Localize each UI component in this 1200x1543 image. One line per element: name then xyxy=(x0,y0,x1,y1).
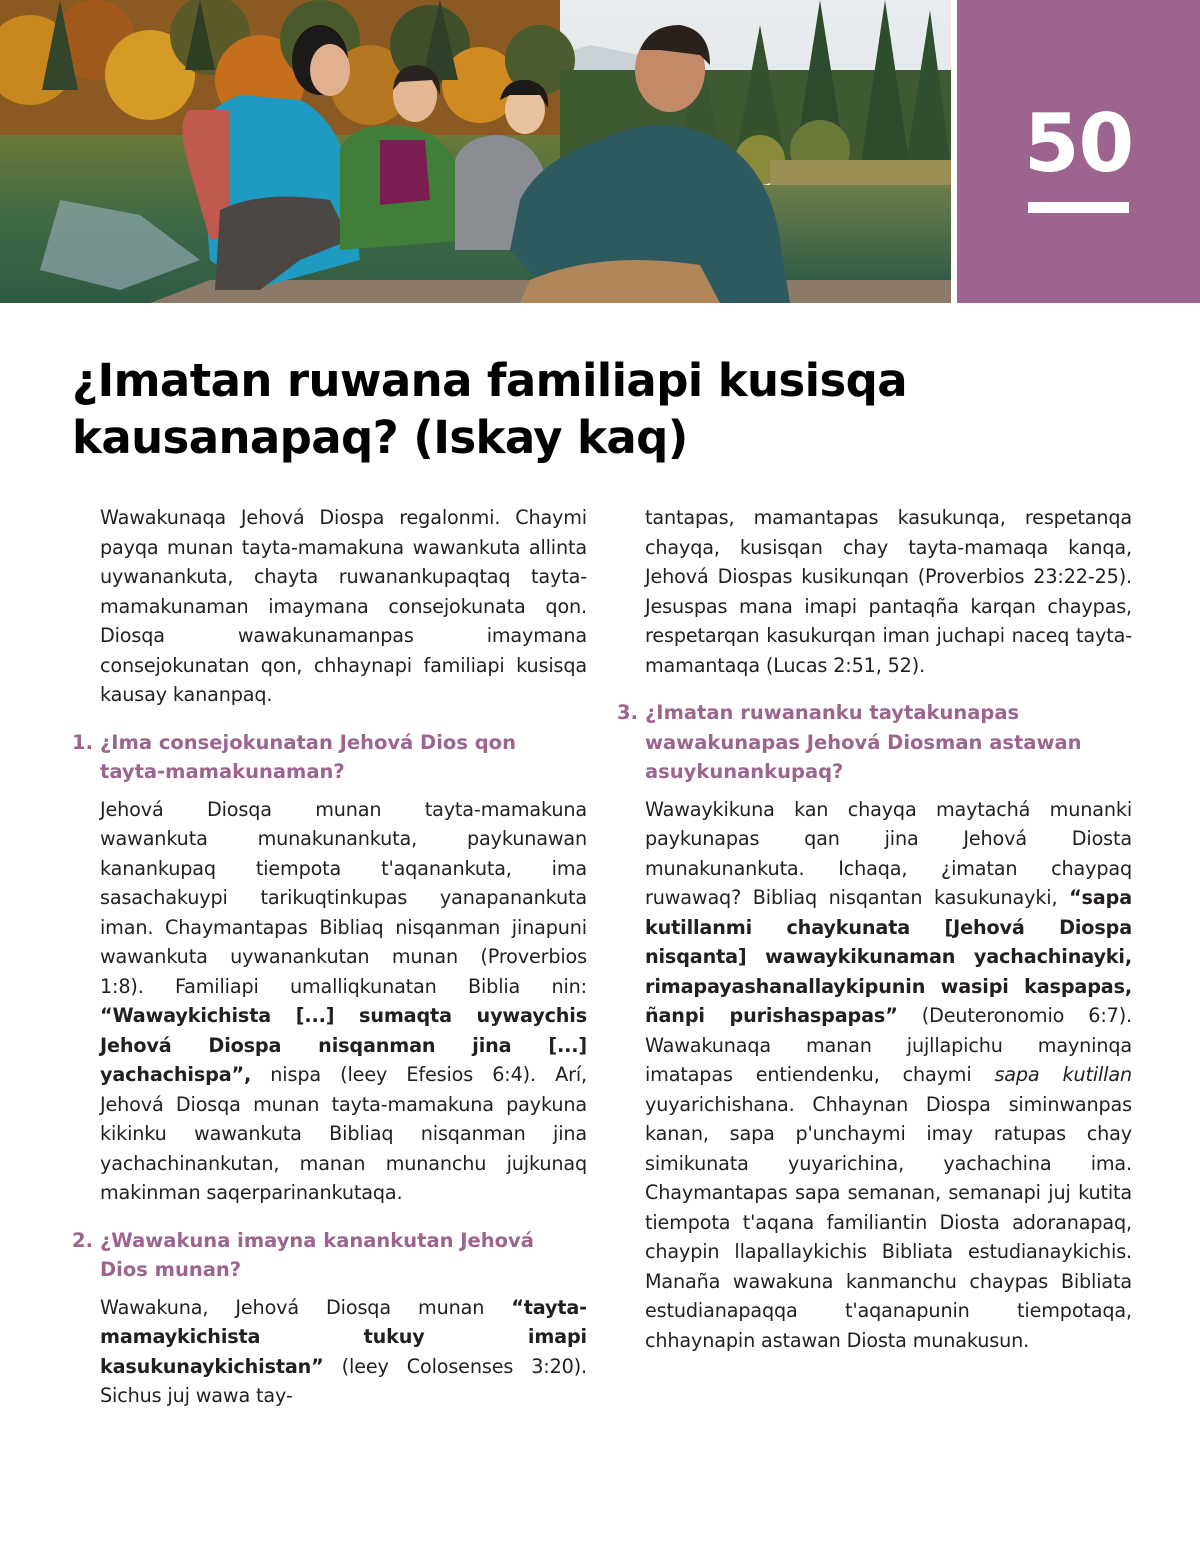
intro-paragraph: Wawakunaqa Jehová Diospa regalonmi. Chaymi payqa munan tayta-mamakuna wawankuta allinta uywanankuta, chayta ruwanankupaqtaq tayta-mamakunaman imaymana consejokunata qon. Diosqa wawakunamanpas imaymana consejokunatan qon, chhaynapi familiapi kusisqa kausay kananpaq. xyxy=(100,506,587,706)
section-body-2-continued xyxy=(645,503,1132,680)
body-text: Wawaykikuna kan chayqa maytachá munanki paykunapas qan jina Jehová Diosta munakunankuta. Ichaqa, ¿imatan chaypaq ruwawaq? Bibliaq nisqantan kasukunayki, xyxy=(645,797,1132,909)
section-heading-2 xyxy=(72,1226,587,1285)
section-body-1 xyxy=(100,795,587,1208)
body-text: yuyarichishana. Chhaynan Diospa siminwanpas kanan, sapa p'unchaymi imay ratupas chay simikunata yuyarichina, yachachina ima. Chaymantapas sapa semanan, semanapi juj kutita tiempota t'aqana familiantin Diosta adoranapaq, chaypin llapallaykichis Bibliata estudianaykichis. Manaña wawakuna kanmanchu chaypas Bibliata estudianapaqqa t'aqanapunin tiempotaqa, chhaynapin astawan Diosta munakusun. xyxy=(645,1092,1132,1352)
left-column xyxy=(72,503,587,1411)
section-body-3 xyxy=(645,795,1132,1356)
body-text: Jehová Diosqa munan tayta-mamakuna wawankuta munakunankuta, paykunawan kanankupaq tiempota t'aqanankuta, ima sasachakuypi tarikuqtinkupas yanapanankuta iman. Chaymantapas Bibliaq nisqanman jinapuni wawankuta uywanankutan munan (Proverbios 1:8). Familiapi umalliqkunatan Biblia nin: xyxy=(100,797,587,998)
section-number: 3. xyxy=(617,701,638,724)
body-text: (leey Colosenses 3:20). Sichus juj wawa tay- xyxy=(100,1354,587,1407)
section-body-2 xyxy=(100,1293,587,1411)
section-number: 2. xyxy=(72,1228,93,1252)
lesson-number-block xyxy=(957,0,1200,303)
body-text: (Deuteronomio 6:7). Wawakunaqa manan jujllapichu mayninqa imatapas entiendenku, chaymi xyxy=(645,1004,1132,1086)
emphasis-text: sapa kutillan xyxy=(994,1063,1132,1086)
section-number: 1. xyxy=(72,730,93,754)
lesson-number-underline xyxy=(1028,202,1129,213)
body-text: Wawakuna, Jehová Diosqa munan xyxy=(100,1295,512,1319)
family-by-lake-illustration xyxy=(0,0,951,303)
section-question: ¿Imatan ruwananku taytakunapas wawakunapas Jehová Diosman astawan asuykunankupaq? xyxy=(645,701,1082,783)
body-text: tantapas, mamantapas kasukunqa, respetanqa chayqa, kusisqan chay tayta-mamaqa kanqa, Jehová Diospas kusikunqan (Proverbios 23:22-25). Jesuspas mana imapi pantaqña karqan chaypas, respetarqan kasukurqan iman juchapi naceq tayta-mamantaqa (Lucas 2:51, 52). xyxy=(645,506,1132,677)
lesson-title: ¿Imatan ruwana familiapi kusisqa kausanapaq? (Iskay kaq) xyxy=(72,354,908,464)
lesson-number: 50 xyxy=(1023,97,1134,190)
section-question: ¿Wawakuna imayna kanankutan Jehová Dios munan? xyxy=(100,1228,534,1281)
body-text: nispa (leey Efesios 6:4). Arí, Jehová Diosqa munan tayta-mamakuna paykuna kikinku wawankuta Bibliaq nisqanman jina yachachinankutan, manan munanchu jujkunaq makinman saqerparinankutaqa. xyxy=(100,1063,587,1204)
scripture-quote: “Wawaykichista [...] sumaqta uywaychis Jehová Diospa nisqanman jina [...] yachachispa”, xyxy=(100,1004,587,1086)
section-heading-1 xyxy=(72,728,587,787)
section-heading-3 xyxy=(617,698,1132,787)
scripture-quote: “sapa kutillanmi chaykunata [Jehová Diospa nisqanta] wawaykikunaman yachachinayki, rimapayashanallaykipunin wasipi kaspapas, ñanpi purishaspapas” xyxy=(645,886,1132,1027)
right-column xyxy=(617,503,1132,1355)
scripture-quote: “tayta-mamaykichista tukuy imapi kasukunaykichistan” xyxy=(100,1295,587,1378)
hero-photo xyxy=(0,0,951,303)
section-question: ¿Ima consejokunatan Jehová Dios qon tayta-mamakunaman? xyxy=(100,730,516,783)
